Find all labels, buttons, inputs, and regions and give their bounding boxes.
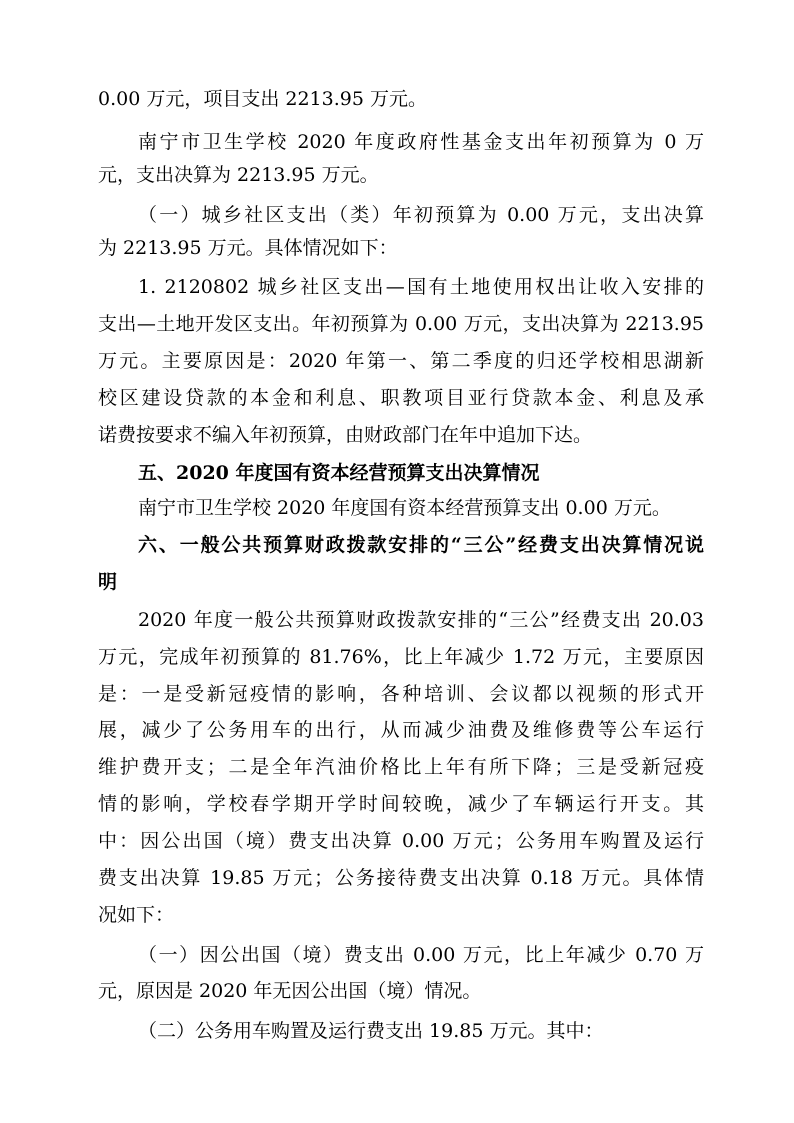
body-text-line: 万元。主要原因是：2020 年第一、第二季度的归还学校相思湖新	[98, 350, 704, 372]
body-text-line: 况如下：	[98, 904, 175, 926]
body-text-line: 展，减少了公务用车的出行，从而减少油费及维修费等公车运行	[98, 719, 704, 741]
body-text-line: 0.00 万元，项目支出 2213.95 万元。	[98, 88, 427, 110]
body-text-line: 南宁市卫生学校 2020 年度国有资本经营预算支出 0.00 万元。	[138, 497, 671, 519]
body-text-line: 情的影响，学校春学期开学时间较晚，减少了车辆运行开支。其	[98, 793, 704, 815]
body-text-line: 元，原因是 2020 年无因公出国（境）情况。	[98, 980, 482, 1002]
body-text-line: 是：一是受新冠疫情的影响，各种培训、会议都以视频的形式开	[98, 683, 704, 705]
body-text-line: 万元，完成年初预算的 81.76%，比上年减少 1.72 万元，主要原因	[98, 646, 704, 668]
body-text-line: （一）因公出国（境）费支出 0.00 万元，比上年减少 0.70 万	[138, 944, 704, 966]
body-text-line: 校区建设贷款的本金和利息、职教项目亚行贷款本金、利息及承	[98, 387, 704, 409]
body-text-line: 南宁市卫生学校 2020 年度政府性基金支出年初预算为 0 万	[138, 131, 704, 153]
body-text-line: 费支出决算 19.85 万元；公务接待费支出决算 0.18 万元。具体情	[98, 867, 704, 889]
section-heading-continued: 明	[98, 571, 118, 593]
body-text-line: （一）城乡社区支出（类）年初预算为 0.00 万元，支出决算	[138, 204, 704, 226]
body-text-line: 元，支出决算为 2213.95 万元。	[98, 164, 379, 186]
body-text-line: 维护费开支；二是全年汽油价格比上年有所下降；三是受新冠疫	[98, 756, 704, 778]
section-heading: 五、2020 年度国有资本经营预算支出决算情况	[138, 462, 540, 484]
body-text-line: 1. 2120802 城乡社区支出—国有土地使用权出让收入安排的	[138, 276, 704, 298]
body-text-line: 中：因公出国（境）费支出决算 0.00 万元；公务用车购置及运行	[98, 830, 704, 852]
body-text-line: （二）公务用车购置及运行费支出 19.85 万元。其中：	[138, 1020, 604, 1042]
body-text-line: 2020 年度一般公共预算财政拨款安排的“三公”经费支出 20.03	[138, 609, 704, 631]
body-text-line: 为 2213.95 万元。具体情况如下：	[98, 237, 398, 259]
section-heading: 六、一般公共预算财政拨款安排的“三公”经费支出决算情况说	[138, 534, 704, 556]
body-text-line: 支出—土地开发区支出。年初预算为 0.00 万元，支出决算为 2213.95	[98, 313, 704, 335]
body-text-line: 诺费按要求不编入年初预算，由财政部门在年中追加下达。	[98, 424, 593, 446]
